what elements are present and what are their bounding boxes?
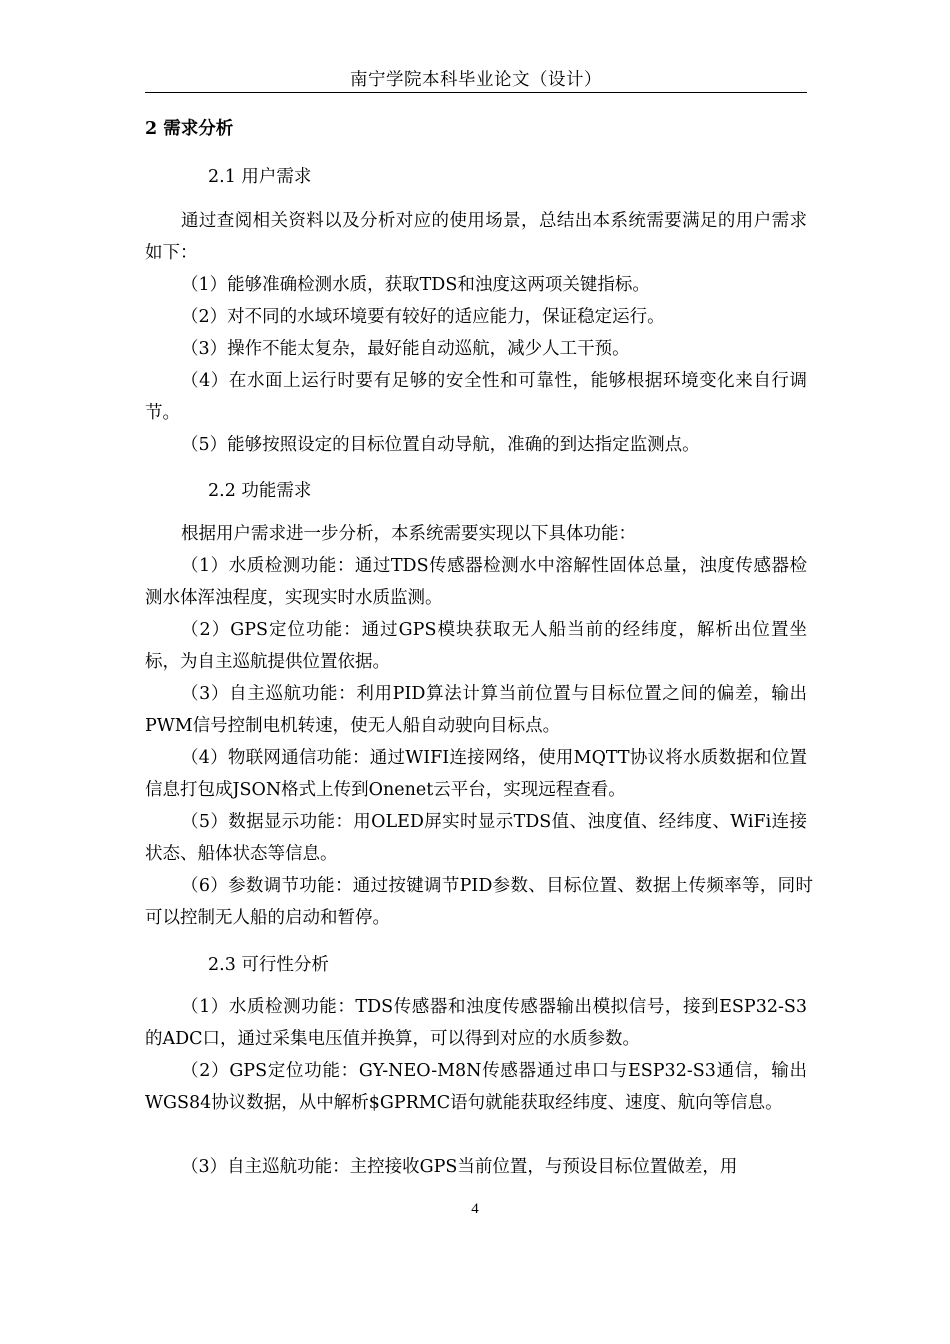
paragraph: （4）物联网通信功能：通过WIFI连接网络，使用MQTT协议将水质数据和位置信息打包成JSON格式上传到Onenet云平台，实现远程查看。 <box>145 748 807 800</box>
paragraph: （1）水质检测功能：TDS传感器和浊度传感器输出模拟信号，接到ESP32-S3的ADC口，通过采集电压值并换算，可以得到对应的水质参数。 <box>145 997 807 1049</box>
paragraph: （2）GPS定位功能：通过GPS模块获取无人船当前的经纬度，解析出位置坐标，为自主巡航提供位置依据。 <box>145 620 807 672</box>
page-header: 南宁学院本科毕业论文（设计） <box>350 70 602 90</box>
section-heading-2-3: 2.3 可行性分析 <box>208 955 329 975</box>
section-heading-2-2: 2.2 功能需求 <box>208 481 312 501</box>
paragraph: （4）在水面上运行时要有足够的安全性和可靠性，能够根据环境变化来自行调节。 <box>145 371 807 423</box>
paragraph: （5）数据显示功能：用OLED屏实时显示TDS值、浊度值、经纬度、WiFi连接状态、船体状态等信息。 <box>145 812 807 864</box>
paragraph: （1）能够准确检测水质，获取TDS和浊度这两项关键指标。 <box>181 275 650 295</box>
paragraph: （3）操作不能太复杂，最好能自动巡航，减少人工干预。 <box>181 339 630 359</box>
page-number: 4 <box>471 1201 479 1217</box>
paragraph: （3）自主巡航功能：利用PID算法计算当前位置与目标位置之间的偏差，输出PWM信号控制电机转速，使无人船自动驶向目标点。 <box>145 684 807 736</box>
paragraph: （2）对不同的水域环境要有较好的适应能力，保证稳定运行。 <box>181 307 665 327</box>
paragraph: （1）水质检测功能：通过TDS传感器检测水中溶解性固体总量，浊度传感器检测水体浑浊程度，实现实时水质监测。 <box>145 556 807 608</box>
paragraph: 根据用户需求进一步分析，本系统需要实现以下具体功能： <box>181 524 636 544</box>
chapter-title: 2 需求分析 <box>145 119 234 139</box>
paragraph: （5）能够按照设定的目标位置自动导航，准确的到达指定监测点。 <box>181 435 700 455</box>
paragraph: （2）GPS定位功能：GY-NEO-M8N传感器通过串口与ESP32-S3通信，输出WGS84协议数据，从中解析$GPRMC语句就能获取经纬度、速度、航向等信息。 <box>145 1061 807 1113</box>
paragraph: （3）自主巡航功能：主控接收GPS当前位置，与预设目标位置做差，用 <box>181 1157 738 1177</box>
header-divider <box>145 92 807 93</box>
section-heading-2-1: 2.1 用户需求 <box>208 167 312 187</box>
paragraph: （6）参数调节功能：通过按键调节PID参数、目标位置、数据上传频率等，同时可以控制无人船的启动和暂停。 <box>145 876 813 928</box>
paragraph: 通过查阅相关资料以及分析对应的使用场景，总结出本系统需要满足的用户需求如下： <box>145 211 807 263</box>
